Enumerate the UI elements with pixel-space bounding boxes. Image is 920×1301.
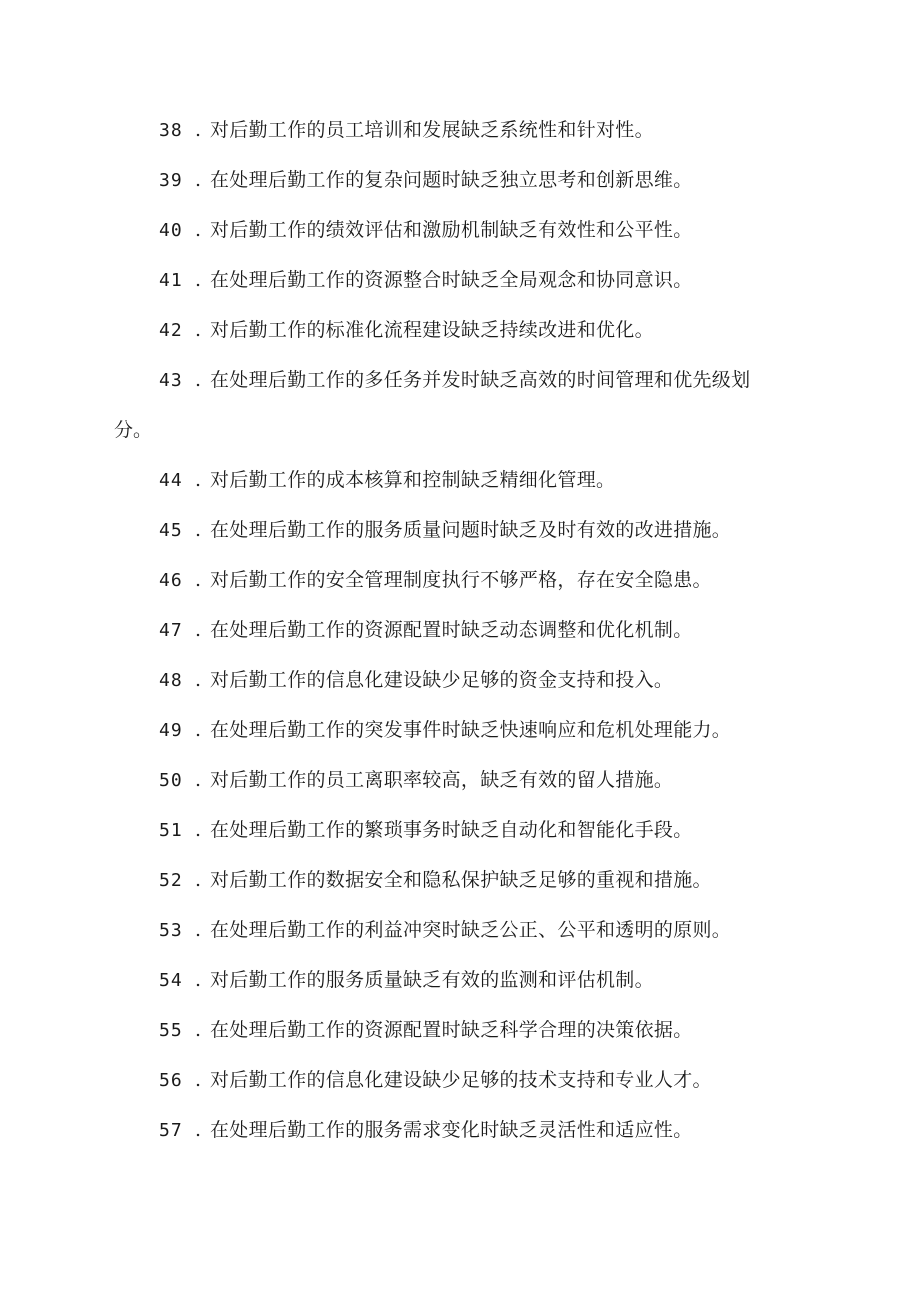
item-text: 在处理后勤工作的突发事件时缺乏快速响应和危机处理能力。: [210, 719, 732, 741]
list-item: [0, 662, 920, 712]
list-item-line: [0, 262, 920, 312]
list-item-line: [0, 1012, 920, 1062]
list-item-line: [0, 512, 920, 562]
item-text: 在处理后勤工作的繁琐事务时缺乏自动化和智能化手段。: [210, 819, 693, 841]
list-item-line: [0, 612, 920, 662]
list-item-line: [0, 112, 920, 162]
item-number: 43: [159, 370, 183, 391]
item-text: 对后勤工作的信息化建设缺少足够的资金支持和投入。: [210, 669, 674, 691]
item-number: 39: [159, 170, 183, 191]
item-text: 对后勤工作的绩效评估和激励机制缺乏有效性和公平性。: [210, 219, 693, 241]
list-item: [0, 462, 920, 512]
list-item: [0, 812, 920, 862]
item-text: 对后勤工作的服务质量缺乏有效的监测和评估机制。: [210, 969, 654, 991]
item-separator: .: [195, 919, 202, 941]
item-text: 在处理后勤工作的资源配置时缺乏动态调整和优化机制。: [210, 619, 693, 641]
list-item-line: [0, 212, 920, 262]
item-separator: .: [195, 569, 202, 591]
item-text: 在处理后勤工作的资源整合时缺乏全局观念和协同意识。: [210, 269, 693, 291]
list-item-line: [0, 1112, 920, 1162]
item-separator: .: [195, 669, 202, 691]
item-text: 对后勤工作的信息化建设缺少足够的技术支持和专业人才。: [210, 1069, 712, 1091]
item-separator: .: [195, 719, 202, 741]
item-number: 48: [159, 670, 183, 691]
item-number: 41: [159, 270, 183, 291]
list-item-line: [0, 462, 920, 512]
list-item-line: [0, 362, 920, 412]
list-item-line: [0, 312, 920, 362]
item-number: 53: [159, 920, 183, 941]
list-item: [0, 912, 920, 962]
numbered-list: [0, 112, 920, 1162]
list-item: [0, 162, 920, 212]
list-item: [0, 1012, 920, 1062]
item-number: 52: [159, 870, 183, 891]
item-text: 在处理后勤工作的利益冲突时缺乏公正、公平和透明的原则。: [210, 919, 732, 941]
item-separator: .: [195, 319, 202, 341]
list-item-line: [0, 862, 920, 912]
item-number: 51: [159, 820, 183, 841]
list-item: [0, 762, 920, 812]
item-number: 40: [159, 220, 183, 241]
item-number: 47: [159, 620, 183, 641]
item-separator: .: [195, 619, 202, 641]
list-item: [0, 1062, 920, 1112]
item-number: 50: [159, 770, 183, 791]
item-separator: .: [195, 1119, 202, 1141]
item-text: 在处理后勤工作的复杂问题时缺乏独立思考和创新思维。: [210, 169, 693, 191]
list-item: [0, 862, 920, 912]
item-separator: .: [195, 169, 202, 191]
item-separator: .: [195, 1069, 202, 1091]
item-text: 对后勤工作的成本核算和控制缺乏精细化管理。: [210, 469, 616, 491]
item-number: 38: [159, 120, 183, 141]
item-separator: .: [195, 819, 202, 841]
list-item: [0, 1112, 920, 1162]
item-separator: .: [195, 519, 202, 541]
list-item-line: [0, 962, 920, 1012]
item-number: 57: [159, 1120, 183, 1141]
item-text: 在处理后勤工作的多任务并发时缺乏高效的时间管理和优先级划: [210, 369, 751, 391]
item-separator: .: [195, 869, 202, 891]
list-item: [0, 362, 920, 462]
list-item: [0, 712, 920, 762]
list-item-line: [0, 662, 920, 712]
list-item: [0, 612, 920, 662]
item-separator: .: [195, 769, 202, 791]
list-item: [0, 262, 920, 312]
item-separator: .: [195, 219, 202, 241]
item-separator: .: [195, 119, 202, 141]
item-text: 对后勤工作的员工离职率较高，缺乏有效的留人措施。: [210, 769, 674, 791]
item-text: 对后勤工作的标准化流程建设缺乏持续改进和优化。: [210, 319, 654, 341]
item-number: 49: [159, 720, 183, 741]
item-separator: .: [195, 469, 202, 491]
list-item-line: [0, 812, 920, 862]
item-number: 54: [159, 970, 183, 991]
item-number: 42: [159, 320, 183, 341]
item-number: 45: [159, 520, 183, 541]
item-number: 55: [159, 1020, 183, 1041]
list-item-line: [0, 1062, 920, 1112]
item-number: 56: [159, 1070, 183, 1091]
item-separator: .: [195, 969, 202, 991]
item-text: 对后勤工作的安全管理制度执行不够严格，存在安全隐患。: [210, 569, 712, 591]
list-item: [0, 112, 920, 162]
list-item-line: [0, 912, 920, 962]
list-item-line: [0, 762, 920, 812]
list-item: [0, 212, 920, 262]
item-separator: .: [195, 269, 202, 291]
item-separator: .: [195, 369, 202, 391]
item-separator: .: [195, 1019, 202, 1041]
list-item: [0, 562, 920, 612]
list-item: [0, 962, 920, 1012]
item-text: 在处理后勤工作的资源配置时缺乏科学合理的决策依据。: [210, 1019, 693, 1041]
list-item: [0, 312, 920, 362]
list-item-line: [0, 712, 920, 762]
item-number: 46: [159, 570, 183, 591]
item-text: 在处理后勤工作的服务质量问题时缺乏及时有效的改进措施。: [210, 519, 732, 541]
item-number: 44: [159, 470, 183, 491]
list-item: [0, 512, 920, 562]
list-item-line: [0, 162, 920, 212]
item-text: 对后勤工作的员工培训和发展缺乏系统性和针对性。: [210, 119, 654, 141]
item-text-continuation: 分。: [114, 419, 153, 441]
list-item-line: [0, 562, 920, 612]
item-text: 对后勤工作的数据安全和隐私保护缺乏足够的重视和措施。: [210, 869, 712, 891]
item-text: 在处理后勤工作的服务需求变化时缺乏灵活性和适应性。: [210, 1119, 693, 1141]
